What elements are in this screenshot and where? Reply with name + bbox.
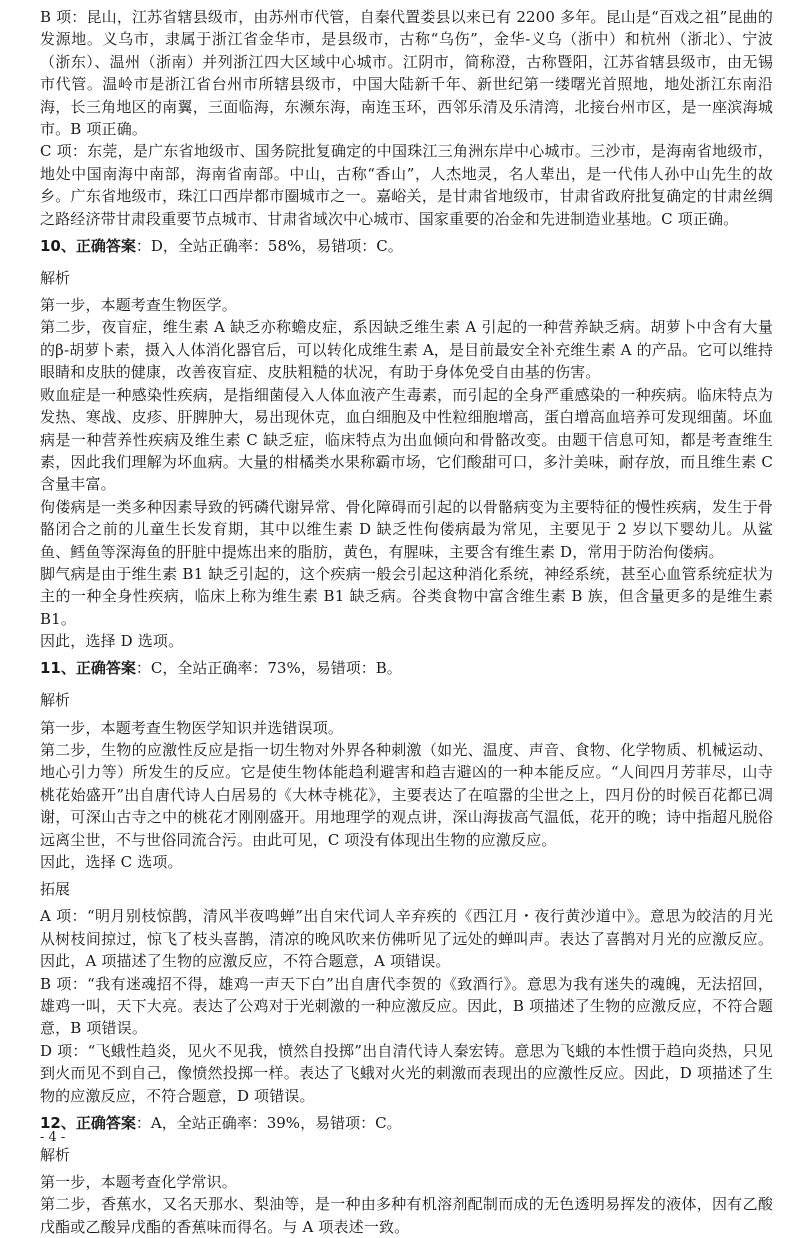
q12-answer-label: 正确答案 bbox=[75, 1113, 136, 1132]
q11-answer-detail: ：C，全站正确率：73%，易错项：B。 bbox=[135, 659, 402, 678]
q9-option-b: B 项：昆山，江苏省辖县级市，由苏州市代管，自秦代置娄县以来已有 2200 多年。昆山是“百戏之祖”昆曲的发源地。义乌市，隶属于浙江省金华市，是县级市，古称“乌伤”，金华-义乌（浙中）和杭州（浙北）、宁波（浙东）、温州（浙南）并列浙江四大区域中心城市。江阴市，简称澄，古称暨阳，江苏省辖县级市，由无锡市代管。温岭市是浙江省台州市所辖县级市，中国大陆新千年、新世纪第一缕曙光首照地，地处浙江东南沿海，长三角地区的南翼，三面临海，东濒东海，南连玉环，西邻乐清及乐清湾，北接台州市区，是一座滨海城市。B 项正确。 bbox=[40, 8, 773, 139]
q10-beriberi: 脚气病是由于维生素 B1 缺乏引起的，这个疾病一般会引起这种消化系统，神经系统，甚至心血管系统症状为主的一种全身性疾病，临床上称为维生素 B1 缺乏病。谷类食物中富含维生素 B 族，但含量更多的是维生素 B1。 bbox=[40, 564, 773, 628]
q12-analysis-label: 解析 bbox=[40, 1145, 71, 1164]
q11-conclusion: 因此，选择 C 选项。 bbox=[40, 853, 183, 871]
q10-step1: 第一步，本题考查生物医学。 bbox=[40, 296, 237, 315]
q12-answer-detail: ：A，全站正确率：39%，易错项：C。 bbox=[135, 1113, 402, 1132]
q12-step2: 第二步，香蕉水，又名天那水、梨油等，是一种由多种有机溶剂配制而成的无色透明易挥发的液体，因有乙酸戊酯或乙酸异戊酯的香蕉味而得名。与 A 项表述一致。 bbox=[40, 1195, 773, 1236]
q12-number: 12、 bbox=[40, 1113, 76, 1132]
q10-answer-detail: ：D，全站正确率：58%，易错项：C。 bbox=[135, 236, 403, 255]
q10-number: 10、 bbox=[40, 236, 76, 255]
page-number: - 4 - bbox=[40, 1130, 66, 1145]
q11-option-b: B 项：“我有迷魂招不得，雄鸡一声天下白”出自唐代李贺的《致酒行》。意思为我有迷失的魂魄，无法招回，雄鸡一叫，天下大亮。表达了公鸡对于光刺激的一种应激反应。因此，B 项描述了生物的应激反应，不符合题意，B 项错误。 bbox=[40, 974, 773, 1038]
q11-analysis-label: 解析 bbox=[40, 691, 71, 710]
q11-step1: 第一步，本题考查生物医学知识并选错误项。 bbox=[40, 718, 344, 737]
q10-conclusion: 因此，选择 D 选项。 bbox=[40, 632, 184, 651]
q10-rickets: 佝偻病是一类多种因素导致的钙磷代谢异常、骨化障碍而引起的以骨骼病变为主要特征的慢性疾病，发生于骨骼闭合之前的儿童生长发育期，其中以维生素 D 缺乏性佝偻病最为常见，主要见于 2 岁以下婴幼儿。从鲨鱼、鳕鱼等深海鱼的肝脏中提炼出来的脂肪，黄色，有腥味，主要含有维生素 D，常用于防治佝偻病。 bbox=[40, 497, 773, 561]
document-page bbox=[40, 6, 773, 1238]
q12-step1: 第一步，本题考查化学常识。 bbox=[40, 1173, 237, 1192]
q9-option-c: C 项：东莞，是广东省地级市、国务院批复确定的中国珠江三角洲东岸中心城市。三沙市，是海南省地级市，地处中国南海中南部，海南省南部。中山，古称“香山”，人杰地灵，名人辈出，是一代伟人孙中山先生的故乡。广东省地级市，珠江口西岸都市圈城市之一。嘉峪关，是甘肃省地级市，甘肃省政府批复确定的甘肃丝绸之路经济带甘肃段重要节点城市、甘肃省域次中心城市、国家重要的冶金和先进制造业基地。C 项正确。 bbox=[40, 142, 773, 228]
q11-answer-label: 正确答案 bbox=[75, 659, 136, 678]
q11-option-d: D 项：“飞蛾性趋炎，见火不见我，愤然自投掷”出自清代诗人秦宏铸。意思为飞蛾的本性惯于趋向炎热，只见到火而见不到自己，像愤然投掷一样。表达了飞蛾对火光的刺激而表现出的应激性反应。因此，D 项描述了生物的应激反应，不符合题意，D 项错误。 bbox=[40, 1041, 773, 1105]
q12-answer-line bbox=[40, 1107, 773, 1139]
q10-answer-line bbox=[40, 230, 773, 262]
q10-answer-label: 正确答案 bbox=[75, 236, 136, 255]
q11-step2: 第二步，生物的应激性反应是指一切生物对外界各种刺激（如光、温度、声音、食物、化学物质、机械运动、地心引力等）所发生的反应。它是使生物体能趋利避害和趋吉避凶的一种本能反应。“人间四月芳菲尽，山寺桃花始盛开”出自唐代诗人白居易的《大林寺桃花》，主要表达了在喧嚣的尘世之上，四月份的时候百花都已凋谢，可深山古寺之中的桃花才刚刚盛开。用地理学的观点讲，深山海拔高气温低，花开的晚；诗中指超凡脱俗远离尘世，不与世俗同流合污。由此可见，C 项没有体现出生物的应激反应。 bbox=[40, 740, 773, 849]
q11-extension-label: 拓展 bbox=[40, 880, 71, 899]
q11-option-a: A 项：“明月别枝惊鹊，清风半夜鸣蝉”出自宋代词人辛弃疾的《西江月・夜行黄沙道中》。意思为皎洁的月光从树枝间掠过，惊飞了枝头喜鹊，清凉的晚风吹来仿佛听见了远处的蝉叫声。表达了喜鹊对月光的应激反应。因此，A 项描述了生物的应激反应，不符合题意，A 项错误。 bbox=[40, 907, 773, 971]
q10-analysis-label: 解析 bbox=[40, 268, 71, 287]
q10-step2: 第二步，夜盲症，维生素 A 缺乏亦称蟾皮症，系因缺乏维生素 A 引起的一种营养缺乏病。胡萝卜中含有大量的β-胡萝卜素，摄入人体消化器官后，可以转化成维生素 A，是目前最安全补充维生素 A 的产品。它可以维持眼睛和皮肤的健康，改善夜盲症、皮肤粗糙的状况，有助于身体免受自由基的伤害。 bbox=[40, 318, 773, 382]
q11-number: 11、 bbox=[40, 659, 76, 678]
q11-answer-line bbox=[40, 653, 773, 685]
q10-sepsis: 败血症是一种感染性疾病，是指细菌侵入人体血液产生毒素，而引起的全身严重感染的一种疾病。临床特点为发热、寒战、皮疹、肝脾肿大，易出现休克，血白细胞及中性粒细胞增高，蛋白增高血培养可发现细菌。坏血病是一种营养性疾病及维生素 C 缺乏症，临床特点为出血倾向和骨骼改变。由题干信息可知，都是考查维生素，因此我们理解为坏血病。大量的柑橘类水果称霸市场，它们酸甜可口，多汁美味，耐存放，而且维生素 C 含量丰富。 bbox=[40, 385, 773, 494]
